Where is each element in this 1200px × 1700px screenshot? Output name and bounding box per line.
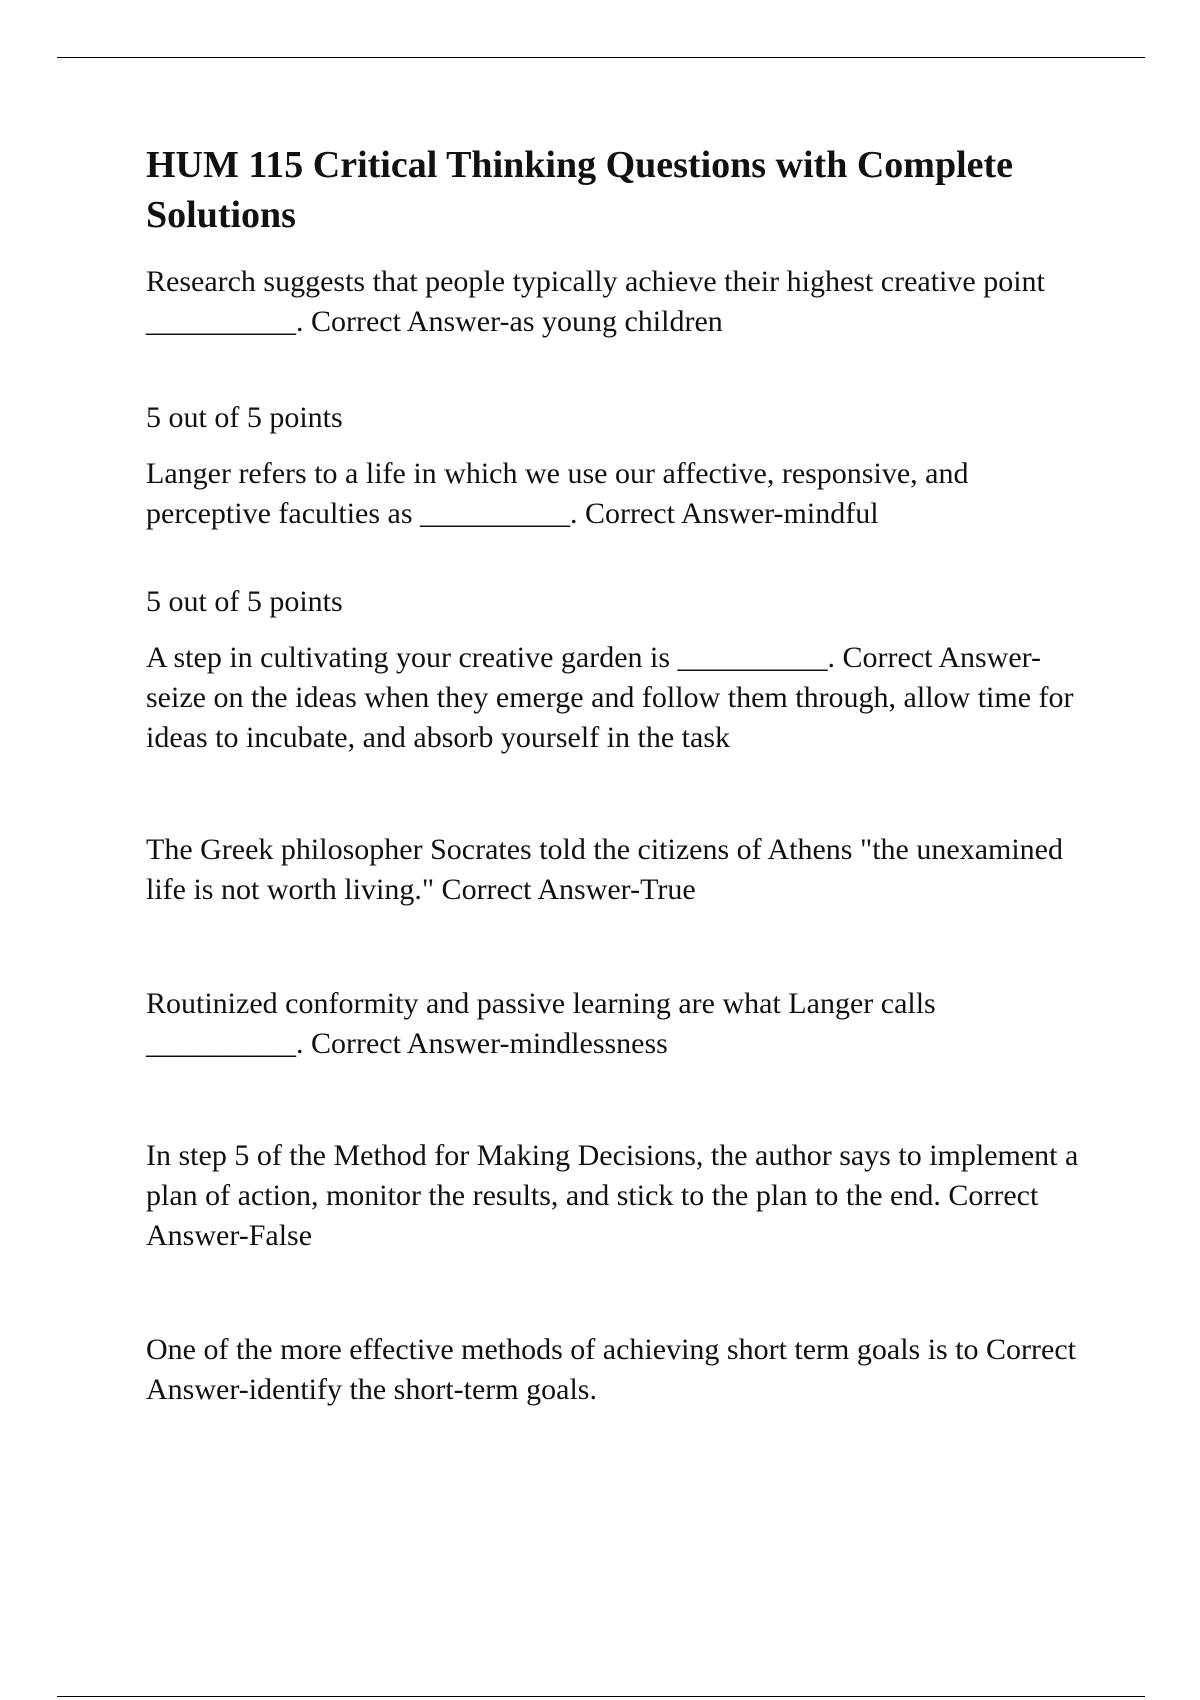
question-7: One of the more effective methods of achieving short term goals is to Correct Answer-identify the short-term goals. [146, 1333, 1076, 1406]
top-rule [57, 57, 1145, 58]
bottom-rule [57, 1696, 1145, 1697]
question-3: A step in cultivating your creative garden is __________. Correct Answer-seize on the ideas when they emerge and follow them through, allow time for ideas to incubate, and absorb yourself in the task [146, 641, 1074, 754]
question-6: In step 5 of the Method for Making Decisions, the author says to implement a plan of action, monitor the results, and stick to the plan to the end. Correct Answer-False [146, 1139, 1079, 1252]
document-body [146, 140, 1096, 1410]
question-1-score: 5 out of 5 points [146, 401, 343, 434]
document-title: HUM 115 Critical Thinking Questions with Complete Solutions [146, 144, 1014, 236]
question-2: Langer refers to a life in which we use our affective, responsive, and perceptive faculties as __________. Correct Answer-mindful [146, 457, 969, 530]
question-1: Research suggests that people typically achieve their highest creative point __________. Correct Answer-as young children [146, 265, 1045, 338]
question-5: Routinized conformity and passive learning are what Langer calls __________. Correct Answer-mindlessness [146, 987, 936, 1060]
question-2-score: 5 out of 5 points [146, 585, 343, 618]
question-4: The Greek philosopher Socrates told the citizens of Athens "the unexamined life is not worth living." Correct Answer-True [146, 833, 1063, 906]
